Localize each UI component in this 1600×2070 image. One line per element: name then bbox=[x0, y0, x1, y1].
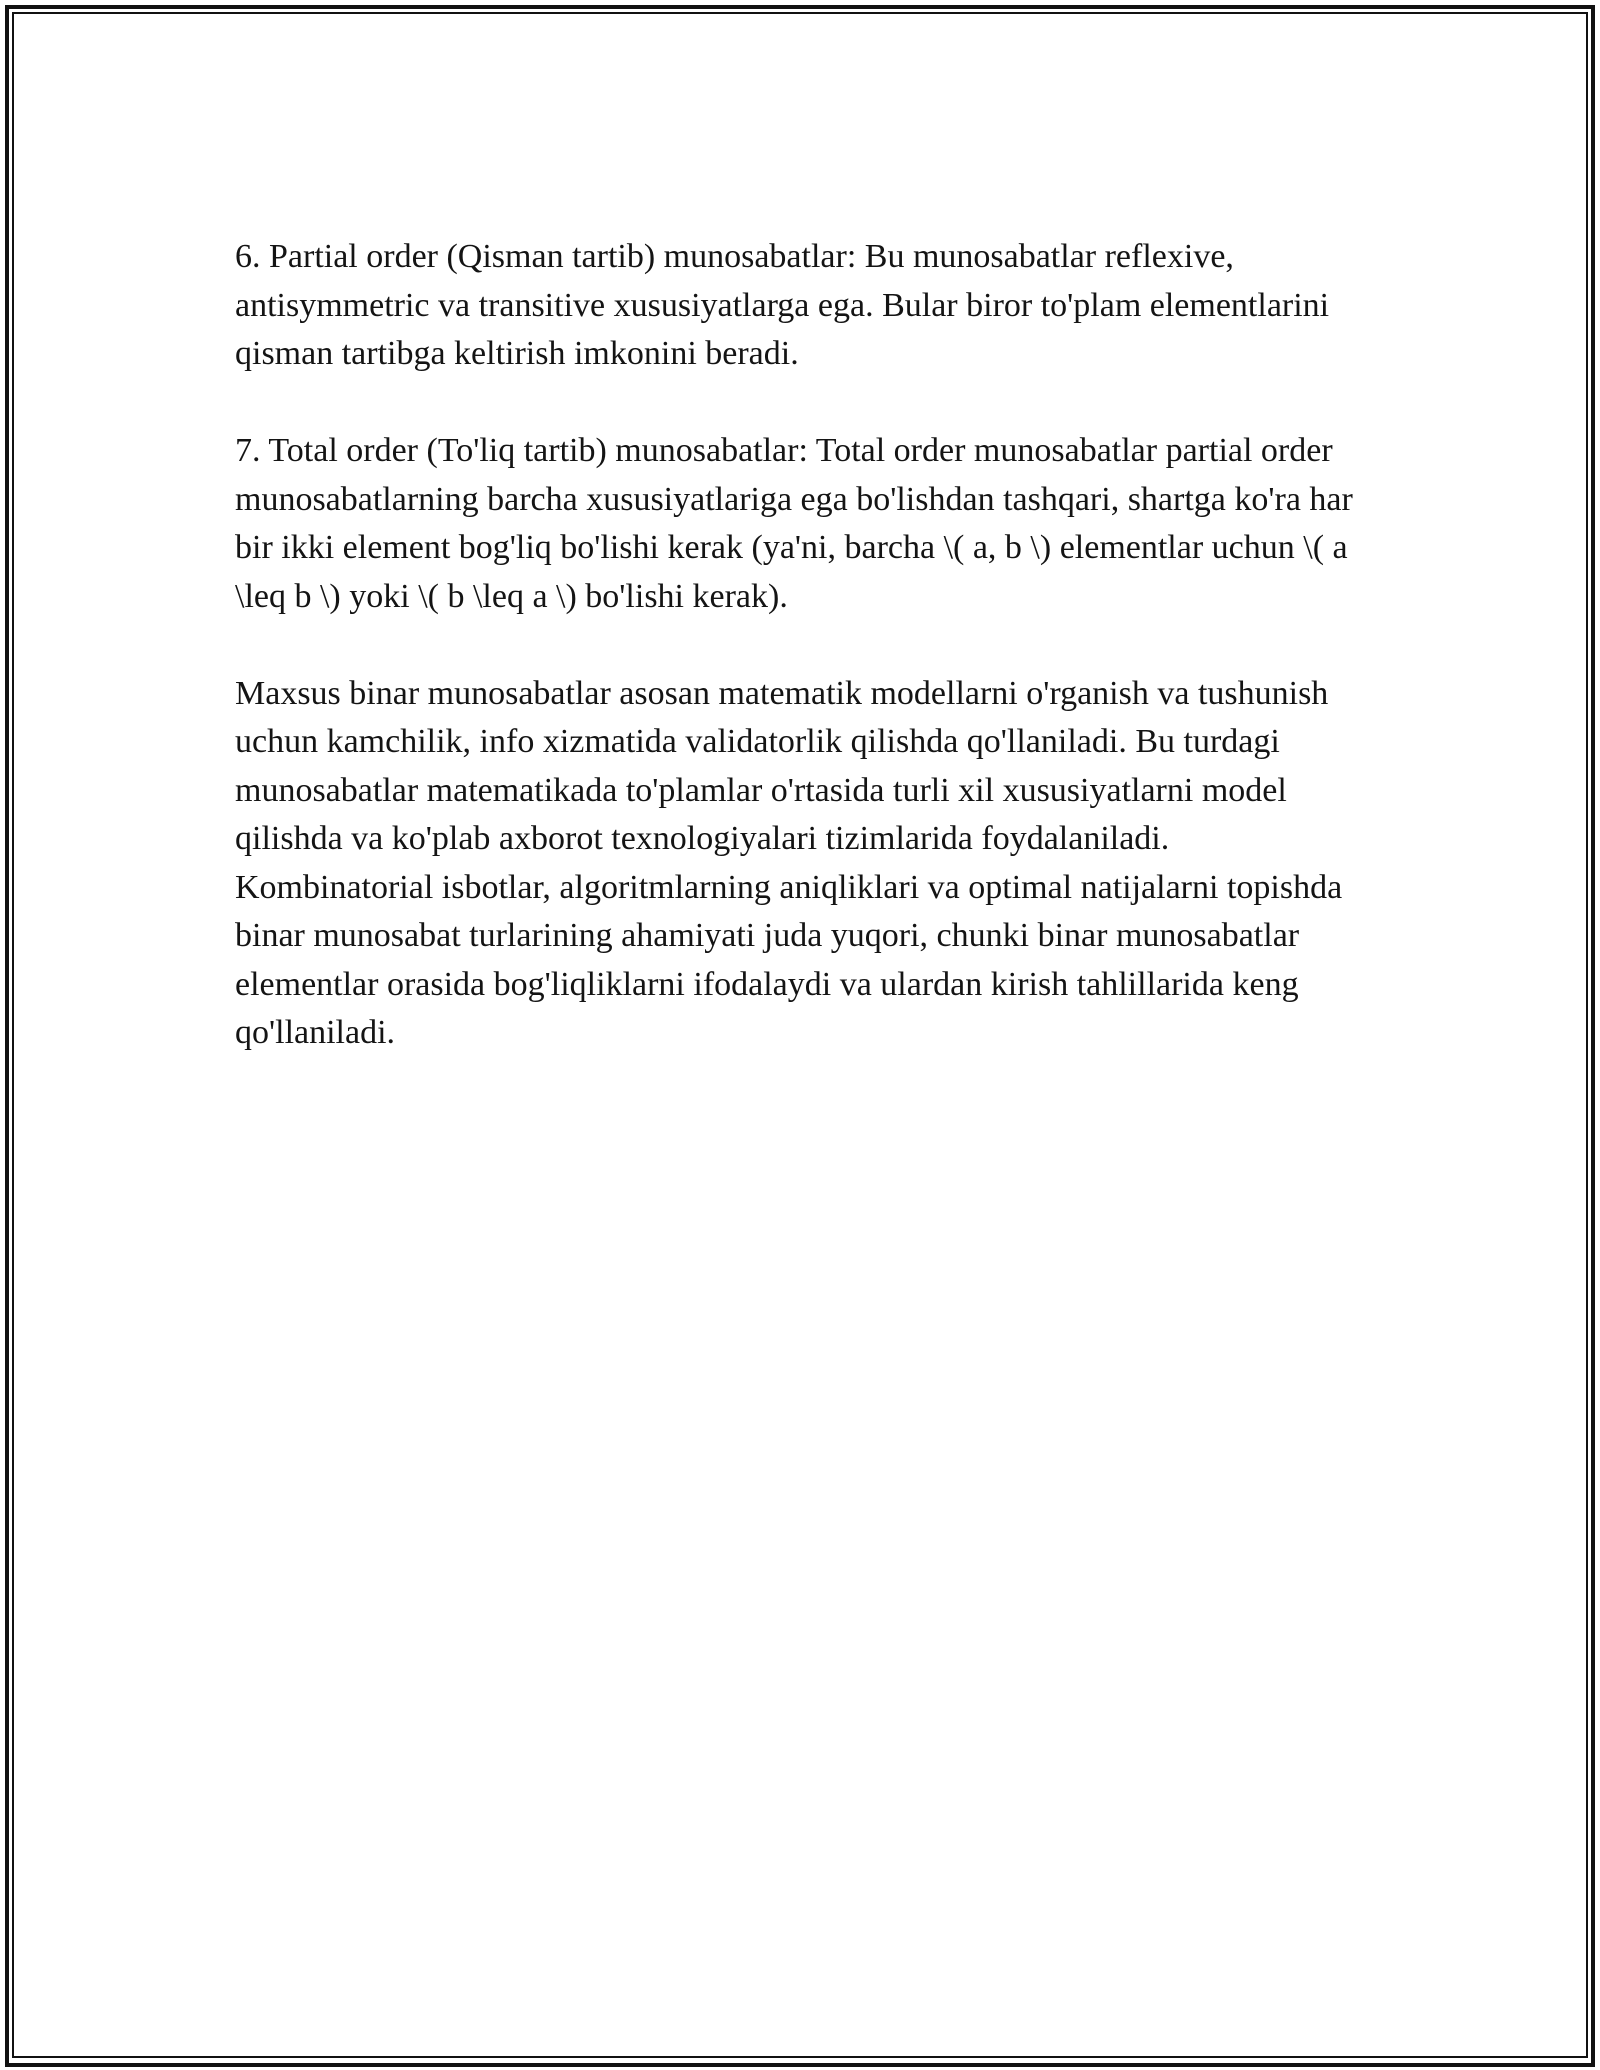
paragraph-total-order: 7. Total order (To'liq tartib) munosabatlar: Total order munosabatlar partial order munosabatlarning barcha xususiyatlariga ega bo'lishdan tashqari, shartga ko'ra har bir ikki element bog'liq bo'lishi kerak (ya'ni, barcha \( a, b \) elementlar uchun \( a \leq b \) yoki \( b \leq a \) bo'lishi kerak). bbox=[235, 432, 1353, 615]
paragraph-partial-order: 6. Partial order (Qisman tartib) munosabatlar: Bu munosabatlar reflexive, antisymmetric va transitive xususiyatlarga ega. Bular biror to'plam elementlarini qisman tartibga keltirish imkonini beradi. bbox=[235, 238, 1330, 372]
paragraph-special-binary-relations: Maxsus binar munosabatlar asosan matematik modellarni o'rganish va tushunish uchun kamchilik, info xizmatida validatorlik qilishda qo'llaniladi. Bu turdagi munosabatlar matematikada to'plamlar o'rtasida turli xil xususiyatlarni model qilishda va ko'plab axborot texnologiyalari tizimlarida foydalaniladi. Kombinatorial isbotlar, algoritmlarning aniqliklari va optimal natijalarni topishda binar munosabat turlarining ahamiyati juda yuqori, chunki binar munosabatlar elementlar orasida bog'liqliklarni ifodalaydi va ulardan kirish tahlillarida keng qo'llaniladi. bbox=[235, 674, 1343, 1051]
document-body bbox=[235, 233, 1365, 1106]
